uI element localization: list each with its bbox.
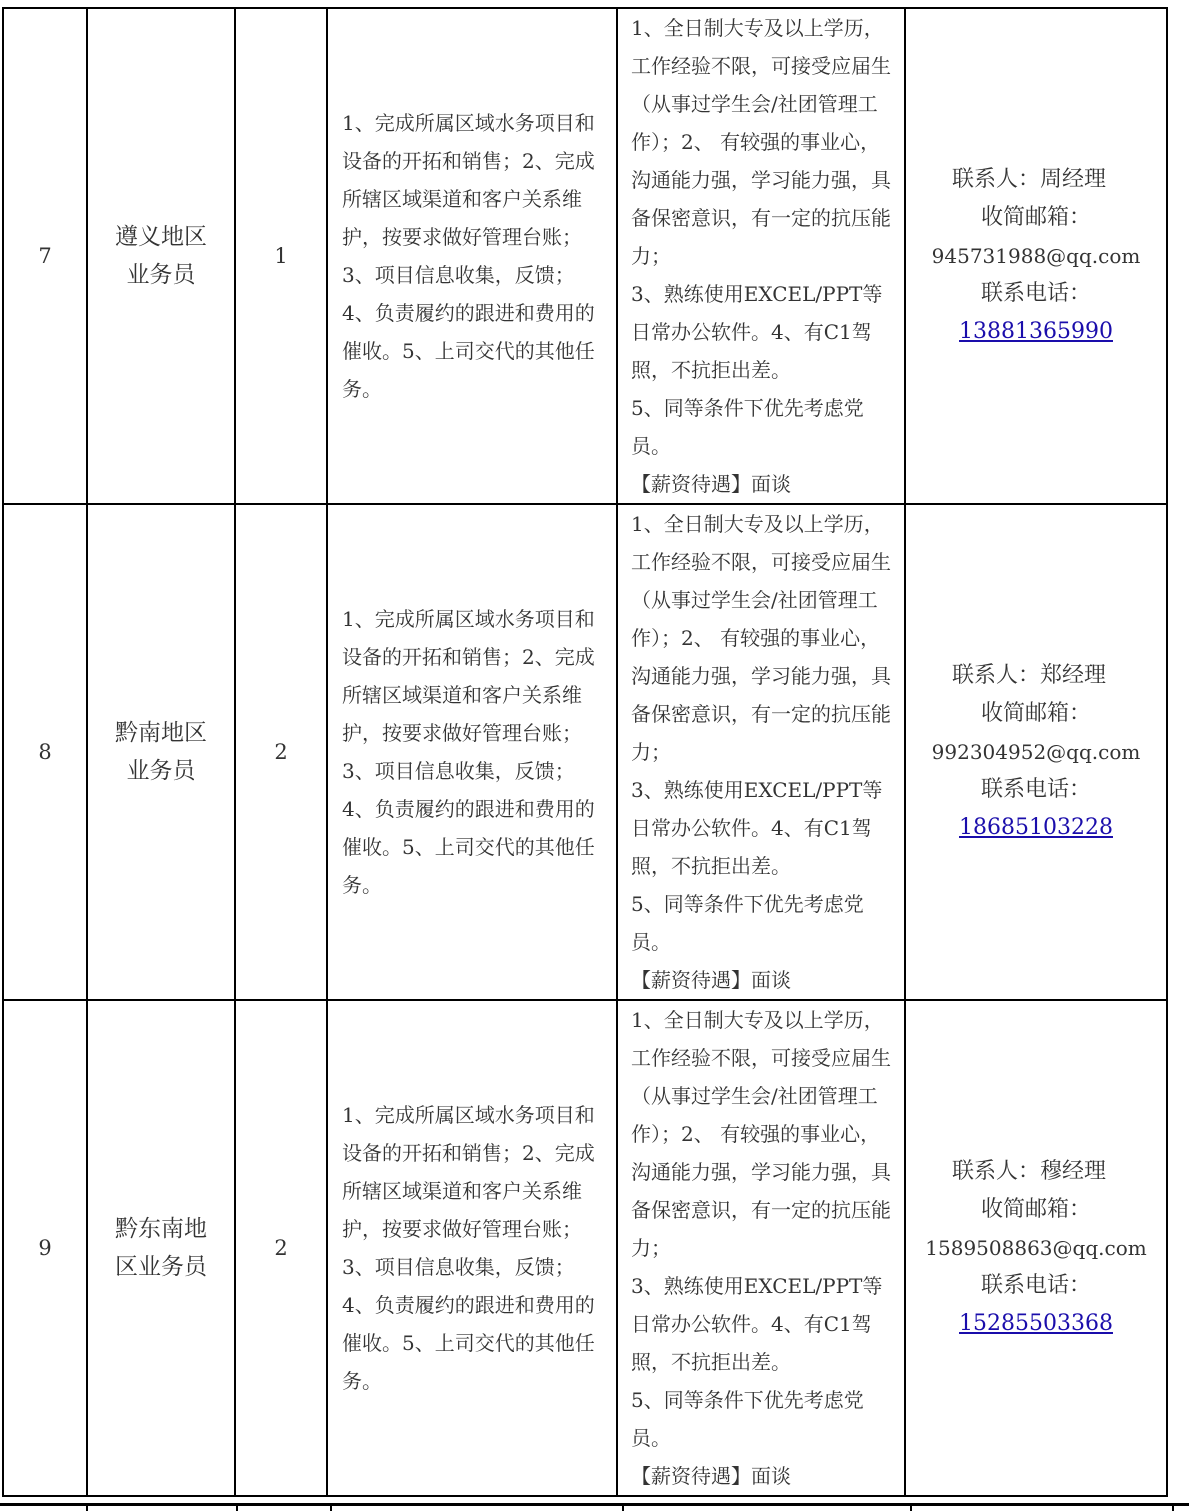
table-row: [3, 8, 1167, 504]
job-duties: 1、完成所属区域水务项目和设备的开拓和销售；2、完成所辖区域渠道和客户关系维护，按要求做好管理台账；3、项目信息收集，反馈；4、负责履约的跟进和费用的催收。5、上司交代的其他任务。: [342, 111, 595, 401]
row-index: 8: [3, 504, 87, 1000]
phone-label: 联系电话：: [980, 777, 1091, 802]
column-divider: [236, 1503, 238, 1511]
row-index: 9: [3, 1000, 87, 1496]
contact-info: [905, 8, 1167, 504]
salary-line: 【薪资待遇】面谈: [631, 472, 791, 496]
requirement-line: 1、全日制大专及以上学历，工作经验不限，可接受应届生（从事过学生会/社团管理工作）；2、 有较强的事业心，沟通能力强，学习能力强，具备保密意识，有一定的抗压能力；: [631, 16, 891, 268]
position-title: 遵义地区业务员: [115, 224, 207, 288]
position-title: 黔南地区业务员: [115, 720, 207, 784]
job-duties: 1、完成所属区域水务项目和设备的开拓和销售；2、完成所辖区域渠道和客户关系维护，按要求做好管理台账；3、项目信息收集，反馈；4、负责履约的跟进和费用的催收。5、上司交代的其他任务。: [342, 1103, 595, 1393]
phone-label: 联系电话：: [980, 281, 1091, 306]
requirement-line: 3、熟练使用EXCEL/PPT等日常办公软件。4、有C1驾照，不抗拒出差。: [631, 778, 883, 878]
email-address: 992304952@qq.com: [931, 740, 1141, 764]
requirement-line: 1、全日制大专及以上学历，工作经验不限，可接受应届生（从事过学生会/社团管理工作）；2、 有较强的事业心，沟通能力强，学习能力强，具备保密意识，有一定的抗压能力；: [631, 1008, 891, 1260]
email-label: 收简邮箱：: [980, 1197, 1091, 1222]
contact-person: 联系人：穆经理: [951, 1159, 1106, 1184]
contact-person: 联系人：周经理: [951, 167, 1106, 192]
headcount: 2: [235, 504, 327, 1000]
column-divider: [86, 1503, 88, 1511]
column-divider: [330, 1503, 332, 1511]
email-address: 945731988@qq.com: [931, 244, 1141, 268]
phone-link[interactable]: 13881365990: [959, 319, 1113, 344]
contact-info: [905, 1000, 1167, 1496]
contact-info: [905, 504, 1167, 1000]
column-divider: [910, 1503, 912, 1511]
contact-person: 联系人：郑经理: [951, 663, 1106, 688]
requirement-line: 5、同等条件下优先考虑党员。: [631, 892, 864, 954]
next-row-border: [0, 1503, 1189, 1508]
salary-line: 【薪资待遇】面谈: [631, 968, 791, 992]
requirement-line: 5、同等条件下优先考虑党员。: [631, 396, 864, 458]
job-requirements: [618, 505, 904, 999]
row-index: 7: [3, 8, 87, 504]
phone-label: 联系电话：: [980, 1273, 1091, 1298]
job-requirements: [618, 9, 904, 503]
table-row: [3, 504, 1167, 1000]
phone-link[interactable]: 18685103228: [959, 815, 1113, 840]
phone-link[interactable]: 15285503368: [959, 1311, 1113, 1336]
requirement-line: 3、熟练使用EXCEL/PPT等日常办公软件。4、有C1驾照，不抗拒出差。: [631, 1274, 883, 1374]
headcount: 1: [235, 8, 327, 504]
job-duties: 1、完成所属区域水务项目和设备的开拓和销售；2、完成所辖区域渠道和客户关系维护，按要求做好管理台账；3、项目信息收集，反馈；4、负责履约的跟进和费用的催收。5、上司交代的其他任务。: [342, 607, 595, 897]
requirement-line: 3、熟练使用EXCEL/PPT等日常办公软件。4、有C1驾照，不抗拒出差。: [631, 282, 883, 382]
column-divider: [1172, 1503, 1174, 1511]
position-title: 黔东南地区业务员: [115, 1216, 207, 1280]
headcount: 2: [235, 1000, 327, 1496]
column-divider: [622, 1503, 624, 1511]
requirement-line: 1、全日制大专及以上学历，工作经验不限，可接受应届生（从事过学生会/社团管理工作）；2、 有较强的事业心，沟通能力强，学习能力强，具备保密意识，有一定的抗压能力；: [631, 512, 891, 764]
email-label: 收简邮箱：: [980, 701, 1091, 726]
recruitment-table: [2, 7, 1168, 1497]
table-row: [3, 1000, 1167, 1496]
email-label: 收简邮箱：: [980, 205, 1091, 230]
job-requirements: [618, 1001, 904, 1495]
salary-line: 【薪资待遇】面谈: [631, 1464, 791, 1488]
email-address: 1589508863@qq.com: [925, 1236, 1147, 1260]
requirement-line: 5、同等条件下优先考虑党员。: [631, 1388, 864, 1450]
